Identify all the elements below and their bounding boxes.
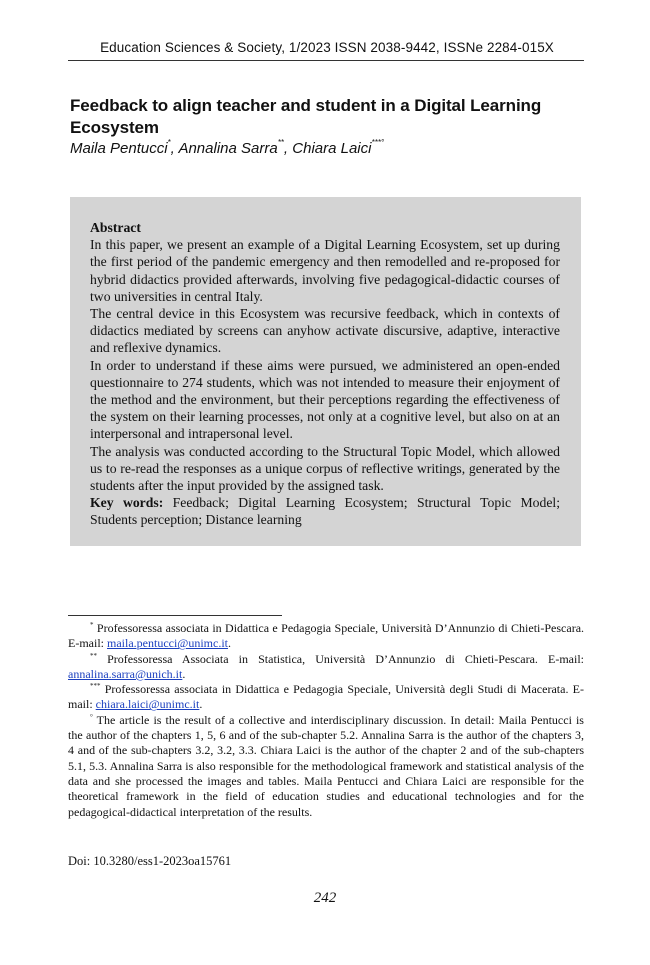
email-link[interactable]: annalina.sarra@unich.it	[68, 666, 183, 681]
abstract-paragraph: In order to understand if these aims were pursued, we administered an open-ended questionnaire to 274 students, which was not intended to measure their enjoyment of the method and the environment, but their perceptions regarding the effectiveness of the system on their learning processes, not only at a cognitive level, but also on at an interpersonal and intrapersonal level.	[90, 357, 560, 442]
author-name: Annalina Sarra	[178, 140, 278, 157]
keywords-label: Key words:	[90, 495, 164, 511]
running-head: Education Sciences & Society, 1/2023 ISSN 2038-9442, ISSNe 2284-015X	[100, 40, 554, 55]
doi: Doi: 10.3280/ess1-2023oa15761	[68, 854, 232, 868]
abstract-paragraph: The analysis was conducted according to the Structural Topic Model, which allowed us to re-read the responses as a unique corpus of reflective writings, generated by the students after the input provided by the assigned task.	[90, 443, 560, 494]
footnote-mark: *	[90, 621, 94, 629]
article-title: Feedback to align teacher and student in a Digital Learning Ecosystem	[70, 96, 542, 137]
header-rule	[68, 60, 584, 61]
author-line: Maila Pentucci*, Annalina Sarra**, Chiara Laici***°	[70, 138, 385, 157]
author-name: Maila Pentucci	[70, 140, 168, 157]
footnote-mark: °	[90, 712, 93, 721]
keywords-list: Feedback; Digital Learning Ecosystem; Structural Topic Model; Students perception; Distance learning	[90, 495, 560, 528]
author-footnote-mark[interactable]: ***°	[371, 138, 385, 147]
footnote-mark: **	[90, 651, 97, 660]
email-link[interactable]: chiara.laici@unimc.it	[95, 697, 200, 712]
abstract-box	[70, 197, 581, 546]
footnote-rule	[68, 615, 282, 616]
email-link[interactable]: maila.pentucci@unimc.it	[107, 636, 229, 651]
footnote: * Professoressa associata in Didattica e Pedagogia Speciale, Università D’Annunzio di Chieti-Pescara. E-mail: maila.pentucci@unimc.it.	[68, 621, 585, 651]
footnotes	[68, 621, 584, 820]
page-number: 242	[313, 890, 337, 906]
keywords	[90, 494, 560, 528]
abstract-paragraph: The central device in this Ecosystem was recursive feedback, which in contexts of didactics mediated by screens can anyhow activate discursive, adaptive, interactive and reflexive dynamics.	[90, 306, 560, 356]
abstract-heading: Abstract	[90, 220, 141, 235]
footnote: *** Professoressa associata in Didattica e Pedagogia Speciale, Università degli Studi di Macerata. E-mail: chiara.laici@unimc.it.	[68, 682, 584, 712]
author-footnote-mark[interactable]: **	[277, 138, 284, 147]
abstract-paragraph: In this paper, we present an example of a Digital Learning Ecosystem, set up during the first period of the pandemic emergency and then remodelled and re-proposed for hybrid didactics provided afterwards, involving five pedagogical-didactic courses of two universities in central Italy.	[90, 237, 560, 304]
author-footnote-mark[interactable]: *	[167, 138, 171, 147]
author-name: Chiara Laici	[292, 140, 372, 157]
footnote-mark: ***	[90, 682, 101, 691]
footnote: ** Professoressa Associata in Statistica, Università D’Annunzio di Chieti-Pescara. E-mail: annalina.sarra@unich.it.	[68, 651, 585, 681]
footnote: ° The article is the result of a collective and interdisciplinary discussion. In detail: Maila Pentucci is the author of the chapters 1, 5, 6 and of the sub-chapter 5.2. Annalina Sarra is the author of the chapters 3, 4 and of the sub-chapters 3.2, 3.2, 3.3. Chiara Laici is the author of the chapter 2 and of the sub-chapters 5.1, 5.3. Annalina Sarra is also responsible for the methodological framework and statistical analysis of the data and she processed the images and tables. Maila Pentucci and Chiara Laici are responsible for the theoretical framework in the field of education studies and educational technologies and for the pedagogical-didactical interpretation of the results.	[68, 712, 584, 819]
